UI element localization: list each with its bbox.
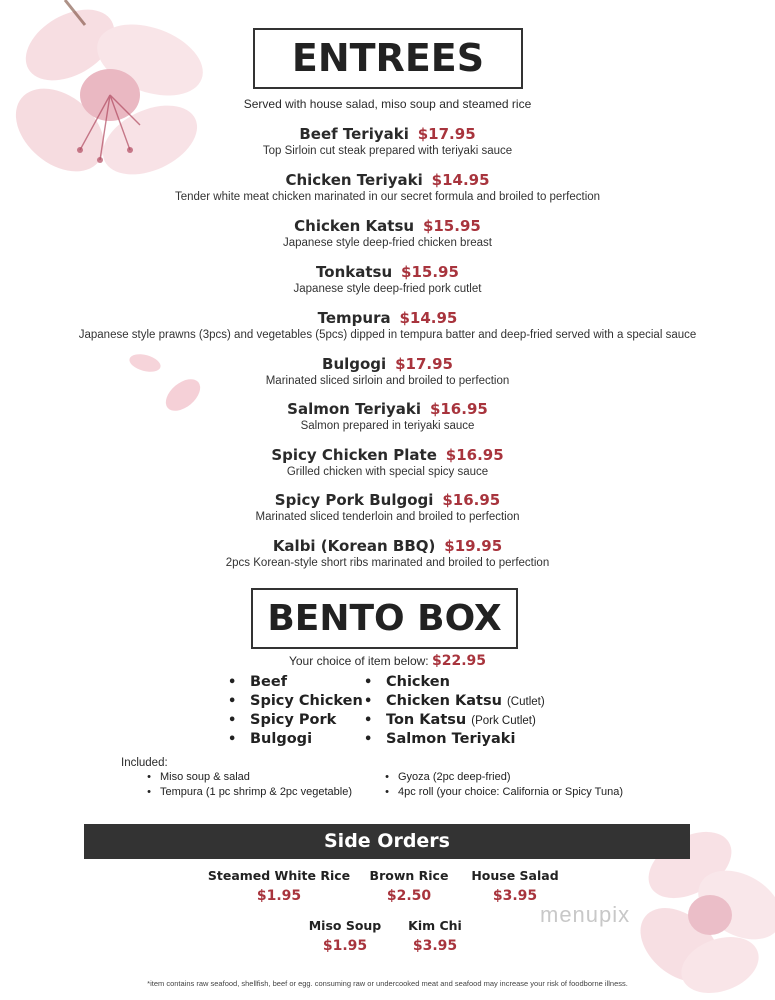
bullet-icon: • <box>228 713 237 728</box>
entree-item <box>0 309 775 341</box>
bento-choice-name: Beef <box>250 674 288 690</box>
bento-choice-text: Your choice of item below: <box>288 654 429 668</box>
bento-choice-name: Spicy Chicken <box>250 693 363 709</box>
side-item-name: Kim Chi <box>408 918 462 933</box>
bento-price: $22.95 <box>431 653 486 669</box>
entree-price: $16.95 <box>429 400 488 418</box>
side-item-price: $3.95 <box>412 938 458 954</box>
bento-choice-name: Ton Katsu <box>386 712 467 728</box>
bullet-icon: • <box>228 694 237 709</box>
bento-choice-name: Spicy Pork <box>250 712 337 728</box>
bento-choice-name: Salmon Teriyaki <box>386 731 516 747</box>
bento-included-right <box>376 770 623 800</box>
watermark: menupix <box>540 902 631 927</box>
entree-item <box>0 355 775 387</box>
included-item-text: Tempura (1 pc shrimp & 2pc vegetable) <box>160 786 352 798</box>
entree-name: Chicken Teriyaki <box>285 171 423 189</box>
bento-included-label: Included: <box>121 757 168 769</box>
side-item <box>300 918 390 954</box>
side-item <box>360 868 458 904</box>
bullet-icon: • <box>147 771 151 783</box>
entree-name: Bulgogi <box>322 355 387 373</box>
bento-choice-item <box>228 730 363 749</box>
entree-name: Spicy Chicken Plate <box>271 446 437 464</box>
entree-name: Tonkatsu <box>316 263 393 281</box>
bento-choice-note: (Cutlet) <box>506 696 545 708</box>
entree-price: $16.95 <box>445 446 504 464</box>
entree-price: $14.95 <box>399 309 458 327</box>
included-item <box>376 785 623 800</box>
bento-choice-item <box>228 711 363 730</box>
entree-name: Kalbi (Korean BBQ) <box>272 537 436 555</box>
entree-description: Marinated sliced sirloin and broiled to perfection <box>265 375 510 387</box>
entree-description: Japanese style deep-fried pork cutlet <box>293 283 482 295</box>
side-item-name: Brown Rice <box>369 868 449 883</box>
entree-description: Japanese style deep-fried chicken breast <box>282 237 493 249</box>
bento-choice-item <box>228 673 363 692</box>
bento-choice-item <box>364 730 545 749</box>
entrees-title: ENTREES <box>253 28 523 89</box>
bento-right-list <box>364 673 545 749</box>
entree-description: Salmon prepared in teriyaki sauce <box>300 420 475 432</box>
bento-choice-item <box>364 711 545 730</box>
bento-choice-line <box>0 653 775 669</box>
bullet-icon: • <box>147 786 151 798</box>
side-item-name: Steamed White Rice <box>207 868 351 883</box>
entree-item <box>0 217 775 249</box>
footer-disclaimer: *item contains raw seafood, shellfish, beef or egg. consuming raw or undercooked meat and seafood may increase your risk of foodborne illness. <box>147 979 628 988</box>
bento-left-list <box>228 673 363 749</box>
bento-choice-item <box>364 673 545 692</box>
side-item <box>200 868 358 904</box>
included-item <box>376 770 623 785</box>
bullet-icon: • <box>364 713 373 728</box>
included-item <box>138 785 352 800</box>
bullet-icon: • <box>385 786 389 798</box>
bento-choice-item <box>228 692 363 711</box>
bullet-icon: • <box>228 675 237 690</box>
entree-description: Marinated sliced tenderloin and broiled to perfection <box>255 511 520 523</box>
entree-price: $17.95 <box>417 125 476 143</box>
entree-item <box>0 537 775 569</box>
entree-item <box>0 491 775 523</box>
included-item <box>138 770 352 785</box>
entree-description: Japanese style prawns (3pcs) and vegetables (5pcs) dipped in tempura batter and deep-fried served with a special sauce <box>78 329 697 341</box>
bullet-icon: • <box>385 771 389 783</box>
entree-price: $16.95 <box>442 491 501 509</box>
bento-title: BENTO BOX <box>251 588 518 649</box>
entree-price: $15.95 <box>422 217 481 235</box>
entree-price: $15.95 <box>401 263 459 281</box>
entree-price: $14.95 <box>431 171 490 189</box>
entree-item <box>0 263 775 295</box>
side-item <box>395 918 475 954</box>
entree-item <box>0 400 775 432</box>
included-item-text: Gyoza (2pc deep-fried) <box>398 771 511 783</box>
entree-item <box>0 446 775 478</box>
side-item-price: $1.95 <box>322 938 368 954</box>
entree-item <box>0 171 775 203</box>
entree-name: Salmon Teriyaki <box>287 400 422 418</box>
side-item-name: Miso Soup <box>308 918 382 933</box>
side-orders-title: Side Orders <box>324 830 450 852</box>
entree-price: $19.95 <box>444 537 503 555</box>
entree-name: Tempura <box>317 309 391 327</box>
bento-included-left <box>138 770 352 800</box>
bullet-icon: • <box>228 732 237 747</box>
included-item-text: 4pc roll (your choice: California or Spicy Tuna) <box>398 786 623 798</box>
side-item-price: $2.50 <box>386 888 432 904</box>
entrees-subtitle: Served with house salad, miso soup and steamed rice <box>243 97 532 111</box>
entree-description: 2pcs Korean-style short ribs marinated and broiled to perfection <box>225 557 550 569</box>
entree-name: Beef Teriyaki <box>299 125 409 143</box>
entree-description: Top Sirloin cut steak prepared with teriyaki sauce <box>262 145 513 157</box>
bullet-icon: • <box>364 732 373 747</box>
entree-description: Grilled chicken with special spicy sauce <box>286 466 489 478</box>
bullet-icon: • <box>364 694 373 709</box>
bento-choice-note: (Pork Cutlet) <box>471 715 536 727</box>
side-item-price: $1.95 <box>256 888 302 904</box>
bento-choice-name: Bulgogi <box>250 731 313 747</box>
side-item-price: $3.95 <box>492 888 538 904</box>
side-item-name: House Salad <box>471 868 559 883</box>
bento-choice-item <box>364 692 545 711</box>
entree-name: Chicken Katsu <box>294 217 415 235</box>
bullet-icon: • <box>364 675 373 690</box>
side-item <box>465 868 565 904</box>
bento-choice-name: Chicken <box>386 674 450 690</box>
side-orders-banner <box>84 824 690 859</box>
entree-name: Spicy Pork Bulgogi <box>274 491 434 509</box>
entree-description: Tender white meat chicken marinated in our secret formula and broiled to perfection <box>174 191 601 203</box>
included-item-text: Miso soup & salad <box>160 771 250 783</box>
entree-price: $17.95 <box>395 355 453 373</box>
bento-choice-name: Chicken Katsu <box>386 693 502 709</box>
entree-item <box>0 125 775 157</box>
